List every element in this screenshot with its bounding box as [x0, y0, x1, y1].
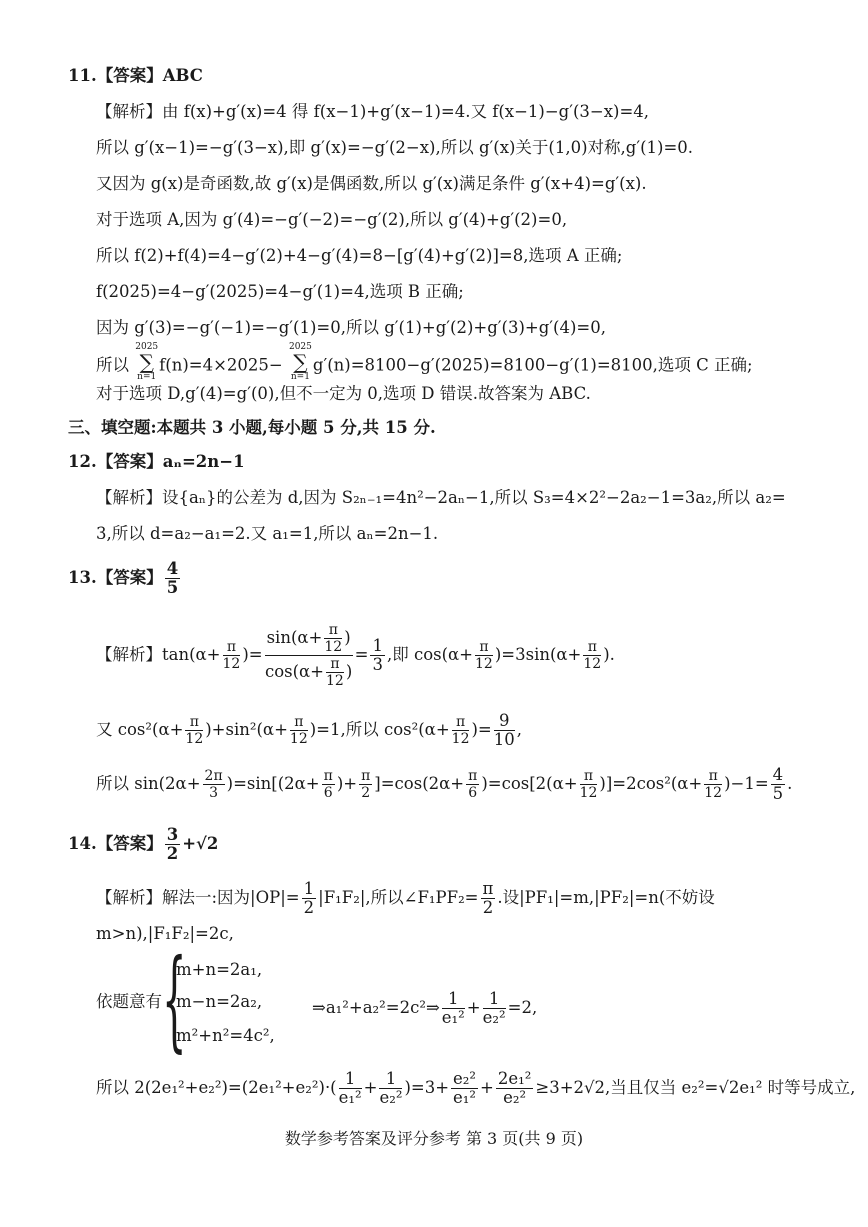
system-label: 依题意有	[96, 992, 162, 1011]
q14-l1-text-c: .设|PF₁|=m,|PF₂|=n(不妨设	[497, 888, 715, 907]
four-fifths	[771, 766, 786, 803]
fraction-denominator: 6	[468, 785, 478, 801]
fraction-denominator: e₂²	[482, 1008, 506, 1027]
fraction-denominator: 5	[166, 578, 179, 597]
fraction-numerator: 1	[483, 990, 506, 1009]
fraction-numerator: π	[324, 622, 342, 639]
q13-line-3	[96, 766, 792, 803]
q14-line-3	[96, 1070, 855, 1107]
fraction-numerator: 9	[494, 712, 515, 731]
sum-lower-1: n=1	[137, 372, 157, 382]
fraction-denominator: 12	[222, 656, 241, 672]
sin-over-cos-fraction	[265, 622, 353, 689]
fraction-numerator: π	[361, 768, 371, 784]
fraction-numerator: π	[468, 768, 478, 784]
system-result	[312, 990, 537, 1027]
plus: +	[480, 1078, 494, 1097]
q11-line-8-prefix: 所以	[96, 355, 129, 375]
q12-line-2: 3,所以 d=a₂−a₁=2.又 a₁=1,所以 aₙ=2n−1.	[96, 524, 439, 543]
q11-answer-heading: 11.【答案】ABC	[68, 66, 203, 85]
fraction-numerator: 1	[379, 1070, 402, 1089]
q14-l1-text-a: 【解析】解法一:因为|OP|=	[96, 888, 300, 907]
fraction-denominator: 2	[166, 844, 179, 863]
q11-line-9: 对于选项 D,g′(4)=g′(0),但不一定为 0,选项 D 错误.故答案为 ABC.	[96, 384, 591, 403]
fraction-numerator: 3	[166, 825, 179, 844]
fraction-numerator: 4	[166, 559, 179, 578]
period: .	[787, 774, 793, 793]
system-eq-3: m²+n²=4c²,	[176, 1026, 275, 1045]
q13-l1-text-b: )=	[242, 645, 263, 664]
fraction-denominator: 2	[482, 898, 494, 917]
fraction-denominator: 12	[579, 785, 598, 801]
fraction-numerator: 1	[339, 1070, 362, 1089]
fraction-denominator: 12	[475, 656, 493, 672]
sum-symbol-1: ∑	[139, 350, 154, 374]
q12-answer-heading: 12.【答案】aₙ=2n−1	[68, 452, 245, 471]
pi-over-12	[475, 639, 493, 672]
system-result-text-a: ⇒a₁²+a₂²=2c²⇒	[312, 998, 440, 1017]
paren: )	[344, 628, 351, 647]
fraction-numerator: π	[583, 639, 601, 656]
q13-answer-fraction	[165, 560, 180, 597]
fraction-numerator: 4	[772, 765, 784, 784]
one-third	[370, 637, 385, 674]
q13-l3-text-b: )=sin[(2α+	[226, 774, 320, 793]
plus: +	[363, 1078, 378, 1097]
q14-answer-rest: +√2	[182, 834, 219, 853]
fraction-numerator: π	[475, 639, 493, 656]
pi-over-2	[481, 880, 496, 917]
q11-line-8-mid: f(n)=4×2025−	[159, 355, 283, 375]
equals: =	[354, 645, 369, 664]
q13-l3-text-d: ]=cos(2α+	[374, 774, 465, 793]
fraction-denominator: 3	[209, 785, 219, 801]
fraction-denominator: e₁²	[338, 1088, 362, 1107]
fraction-denominator: 12	[583, 656, 602, 672]
q11-line-7: 因为 g′(3)=−g′(−1)=−g′(1)=0,所以 g′(1)+g′(2)+g′(3)+g′(4)=0,	[96, 318, 606, 337]
q11-line-1: 【解析】由 f(x)+g′(x)=4 得 f(x−1)+g′(x−1)=4.又 f(x−1)−g′(3−x)=4,	[96, 102, 650, 121]
fraction-numerator	[265, 622, 353, 656]
fraction-denominator: 12	[451, 731, 470, 747]
q11-line-8	[96, 342, 753, 386]
system-eq-1: m+n=2a₁,	[176, 960, 263, 979]
pi-over-12	[223, 639, 241, 672]
q13-l1-text-d: )=3sin(α+	[494, 645, 582, 664]
q13-l3-text-e: )=cos[2(α+	[481, 774, 578, 793]
sum-symbol-2: ∑	[293, 350, 308, 374]
q11-line-6: f(2025)=4−g′(2025)=4−g′(1)=4,选项 B 正确;	[96, 282, 464, 301]
q13-answer-label: 13.【答案】	[68, 568, 163, 587]
q11-line-3: 又因为 g(x)是奇函数,故 g′(x)是偶函数,所以 g′(x)满足条件 g′(x+4)=g′(x).	[96, 174, 647, 193]
fraction-numerator: π	[580, 768, 598, 785]
q11-line-4: 对于选项 A,因为 g′(4)=−g′(−2)=−g′(2),所以 g′(4)+g′(2)=0,	[96, 210, 568, 229]
q13-l3-text-a: 所以 sin(2α+	[96, 774, 201, 793]
pi-over-12	[185, 714, 203, 747]
q13-l2-text-c: )=1,所以 cos²(α+	[309, 720, 450, 739]
fraction-numerator: 2π	[204, 768, 223, 784]
2e1sq-over-e2sq	[496, 1070, 534, 1107]
q14-l1-text-b: |F₁F₂|,所以∠F₁PF₂=	[318, 888, 479, 907]
pi-over-6	[466, 768, 479, 801]
q13-l3-text-f: )]=2cos²(α+	[599, 774, 703, 793]
pi-over-6	[322, 768, 335, 801]
pi-over-12	[580, 768, 598, 801]
fraction-denominator: e₁²	[441, 1008, 465, 1027]
q13-l2-text-b: )+sin²(α+	[205, 720, 288, 739]
sum-upper-2: 2025	[288, 342, 312, 352]
summation-2	[289, 342, 312, 382]
section-3-heading: 三、填空题:本题共 3 小题,每小题 5 分,共 15 分.	[68, 418, 436, 437]
page-footer: 数学参考答案及评分参考 第 3 页(共 9 页)	[284, 1129, 584, 1148]
q13-l1-text-e: ).	[603, 645, 615, 664]
pi-over-12	[452, 714, 470, 747]
fraction-numerator: π	[326, 656, 344, 673]
q11-line-8-end: g′(n)=8100−g′(2025)=8100−g′(1)=8100,选项 C 正确;	[312, 355, 753, 375]
fraction-numerator: π	[452, 714, 470, 731]
q13-l2-text-a: 又 cos²(α+	[96, 720, 184, 739]
fraction-numerator: 1	[372, 636, 383, 655]
q13-l2-text-d: )=	[471, 720, 492, 739]
fraction-numerator: π	[185, 714, 203, 731]
q14-answer-heading	[68, 826, 218, 863]
one-over-e1sq	[339, 1070, 362, 1107]
plus: +	[466, 998, 481, 1017]
e2sq-over-e1sq	[451, 1070, 478, 1107]
two-pi-over-3	[203, 768, 225, 801]
fraction-denominator: 3	[372, 655, 383, 674]
one-over-e2sq	[379, 1070, 402, 1107]
fraction-denominator: e₂²	[503, 1088, 527, 1107]
q11-line-2: 所以 g′(x−1)=−g′(3−x),即 g′(x)=−g′(2−x),所以 g′(x)关于(1,0)对称,g′(1)=0.	[96, 138, 694, 157]
fraction-numerator: π	[223, 639, 241, 656]
fraction-numerator: π	[290, 714, 308, 731]
fraction-denominator: 12	[324, 639, 343, 655]
pi-over-12	[583, 639, 601, 672]
q13-l1-text-c: ,即 cos(α+	[386, 645, 474, 664]
fraction-denominator: 12	[704, 785, 723, 801]
pi-over-2	[359, 768, 372, 801]
three-halves	[165, 826, 180, 863]
fraction-denominator: 2	[303, 898, 315, 917]
sum-lower-2: n=1	[290, 372, 310, 382]
sin-text: sin(α+	[266, 628, 323, 647]
nine-tenths	[494, 712, 515, 749]
q13-line-1	[96, 622, 615, 689]
paren: )	[345, 662, 353, 681]
fraction-denominator: 2	[361, 785, 371, 801]
cos-text: cos(α+	[264, 662, 325, 681]
one-over-e2sq	[483, 990, 506, 1027]
fraction-numerator: 2e₁²	[497, 1069, 532, 1088]
pi-over-12	[704, 768, 722, 801]
q14-line-2: m>n),|F₁F₂|=2c,	[96, 924, 234, 943]
pi-over-12	[324, 622, 342, 655]
system-result-text-b: =2,	[507, 998, 538, 1017]
fraction-numerator: e₂²	[453, 1069, 477, 1088]
q14-l3-text-b: )=3+	[404, 1078, 450, 1097]
fraction-denominator: 12	[326, 673, 344, 689]
one-half	[302, 880, 317, 917]
q14-l3-text-a: 所以 2(2e₁²+e₂²)=(2e₁²+e₂²)·(	[96, 1078, 337, 1097]
fraction-denominator: 12	[289, 731, 308, 747]
q13-l3-text-g: )−1=	[724, 774, 769, 793]
comma: ,	[516, 720, 522, 739]
q13-l3-text-c: )+	[336, 774, 358, 793]
fraction-denominator: 5	[772, 784, 784, 803]
q12-line-1: 【解析】设{aₙ}的公差为 d,因为 S₂ₙ₋₁=4n²−2aₙ−1,所以 S₃=4×2²−2a₂−1=3a₂,所以 a₂=	[96, 488, 786, 507]
fraction-denominator: e₂²	[379, 1088, 403, 1107]
q13-line-2	[96, 712, 522, 749]
fraction-denominator: 10	[493, 730, 515, 749]
fraction-denominator: 6	[323, 785, 333, 801]
q13-answer-heading	[68, 560, 182, 597]
pi-over-12	[326, 656, 344, 689]
left-brace: {	[162, 935, 187, 1063]
fraction-denominator	[265, 656, 353, 689]
q14-l3-text-c: ≥3+2√2,当且仅当 e₂²=√2e₁² 时等号成立,	[535, 1078, 856, 1097]
fraction-numerator: π	[323, 768, 333, 784]
pi-over-12	[290, 714, 308, 747]
q13-l1-text-a: 【解析】tan(α+	[96, 645, 221, 664]
q14-answer-label: 14.【答案】	[68, 834, 163, 853]
sum-upper-1: 2025	[135, 342, 159, 352]
one-over-e1sq	[442, 990, 465, 1027]
fraction-numerator: π	[482, 879, 494, 898]
fraction-numerator: 1	[442, 990, 465, 1009]
fraction-numerator: 1	[303, 879, 315, 898]
fraction-numerator: π	[704, 768, 722, 785]
q14-line-1	[96, 880, 715, 917]
fraction-denominator: e₁²	[453, 1088, 477, 1107]
summation-1	[135, 342, 158, 382]
q11-line-5: 所以 f(2)+f(4)=4−g′(2)+4−g′(4)=8−[g′(4)+g′(2)]=8,选项 A 正确;	[96, 246, 623, 265]
system-eq-2: m−n=2a₂,	[176, 992, 263, 1011]
fraction-denominator: 12	[185, 731, 204, 747]
